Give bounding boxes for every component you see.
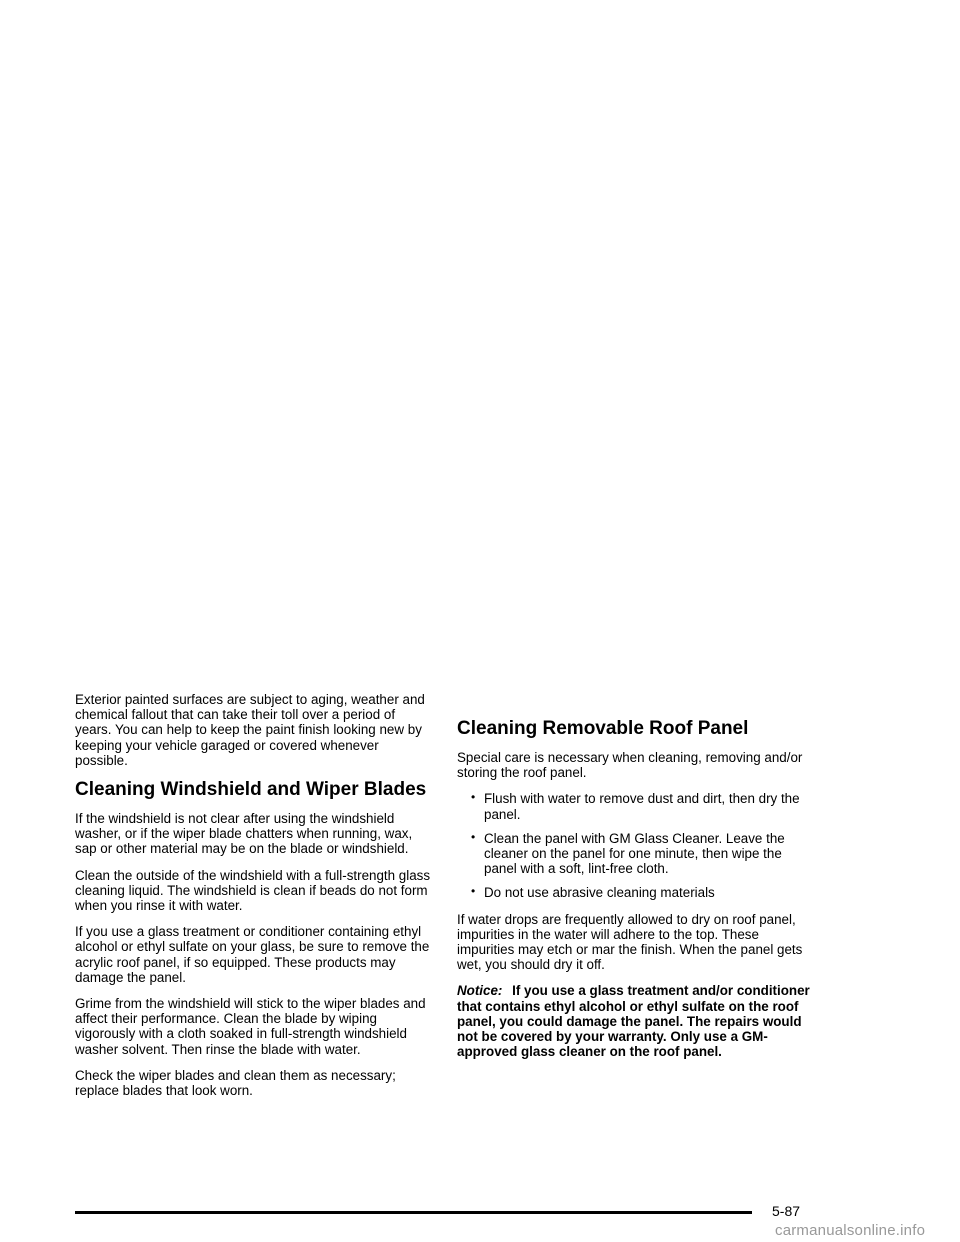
body-paragraph: Clean the outside of the windshield with a full-strength glass cleaning liquid. The windshield is clean if beads do not form when you rinse it with water. (75, 867, 431, 914)
bullet-list (457, 791, 817, 900)
notice-text: If you use a glass treatment and/or conditioner that contains ethyl alcohol or ethyl sulfate on the roof panel, you could damage the panel. The repairs would not be covered by your warranty. Only use a GM-approved glass cleaner on the roof panel. (457, 983, 810, 1060)
body-paragraph: If the windshield is not clear after using the windshield washer, or if the wiper blade chatters when running, wax, sap or other material may be on the blade or windshield. (75, 811, 413, 857)
bullet-icon: • (471, 829, 476, 844)
watermark: carmanualsonline.info (775, 1222, 926, 1239)
body-paragraph: If you use a glass treatment or conditioner containing ethyl alcohol or ethyl sulfate on your glass, be sure to remove the acrylic roof panel, if so equipped. These products may damage the panel. (75, 924, 430, 985)
body-paragraph: Check the wiper blades and clean them as necessary; replace blades that look worn. (75, 1067, 396, 1099)
right-column (457, 692, 817, 1070)
section-heading-windshield: Cleaning Windshield and Wiper Blades (75, 779, 427, 801)
notice-block (457, 983, 817, 1059)
list-item-text: Clean the panel with GM Glass Cleaner. Leave the cleaner on the panel for one minute, then wipe the panel with a soft, lint-free cloth. (484, 830, 785, 877)
intro-paragraph: Exterior painted surfaces are subject to aging, weather and chemical fallout that can take their toll over a period of years. You can help to keep the paint finish looking new by keeping your vehicle garaged or covered whenever possible. (75, 692, 425, 768)
page-number: 5-87 (772, 1203, 801, 1219)
list-item (457, 831, 817, 877)
list-item-text: Do not use abrasive cleaning materials (484, 885, 715, 901)
footer-rule (75, 1211, 752, 1214)
list-item-text: Flush with water to remove dust and dirt, then dry the panel. (484, 791, 800, 822)
notice-label: Notice: (457, 983, 503, 999)
body-paragraph: Grime from the windshield will stick to the wiper blades and affect their performance. Clean the blade by wiping vigorously with a cloth soaked in full-strength windshield washer solvent. Then rinse the blade with water. (75, 996, 426, 1057)
list-item (457, 885, 817, 900)
body-paragraph: If water drops are frequently allowed to dry on roof panel, impurities in the water will adhere to the top. These impurities may etch or mar the finish. When the panel gets wet, you should dry it off. (457, 911, 803, 973)
list-item (457, 791, 817, 821)
bullet-icon: • (471, 884, 476, 899)
section-heading-roof-panel: Cleaning Removable Roof Panel (457, 718, 749, 739)
left-column (75, 692, 435, 1109)
body-paragraph: Special care is necessary when cleaning, removing and/or storing the roof panel. (457, 750, 803, 781)
bullet-icon: • (471, 790, 476, 805)
